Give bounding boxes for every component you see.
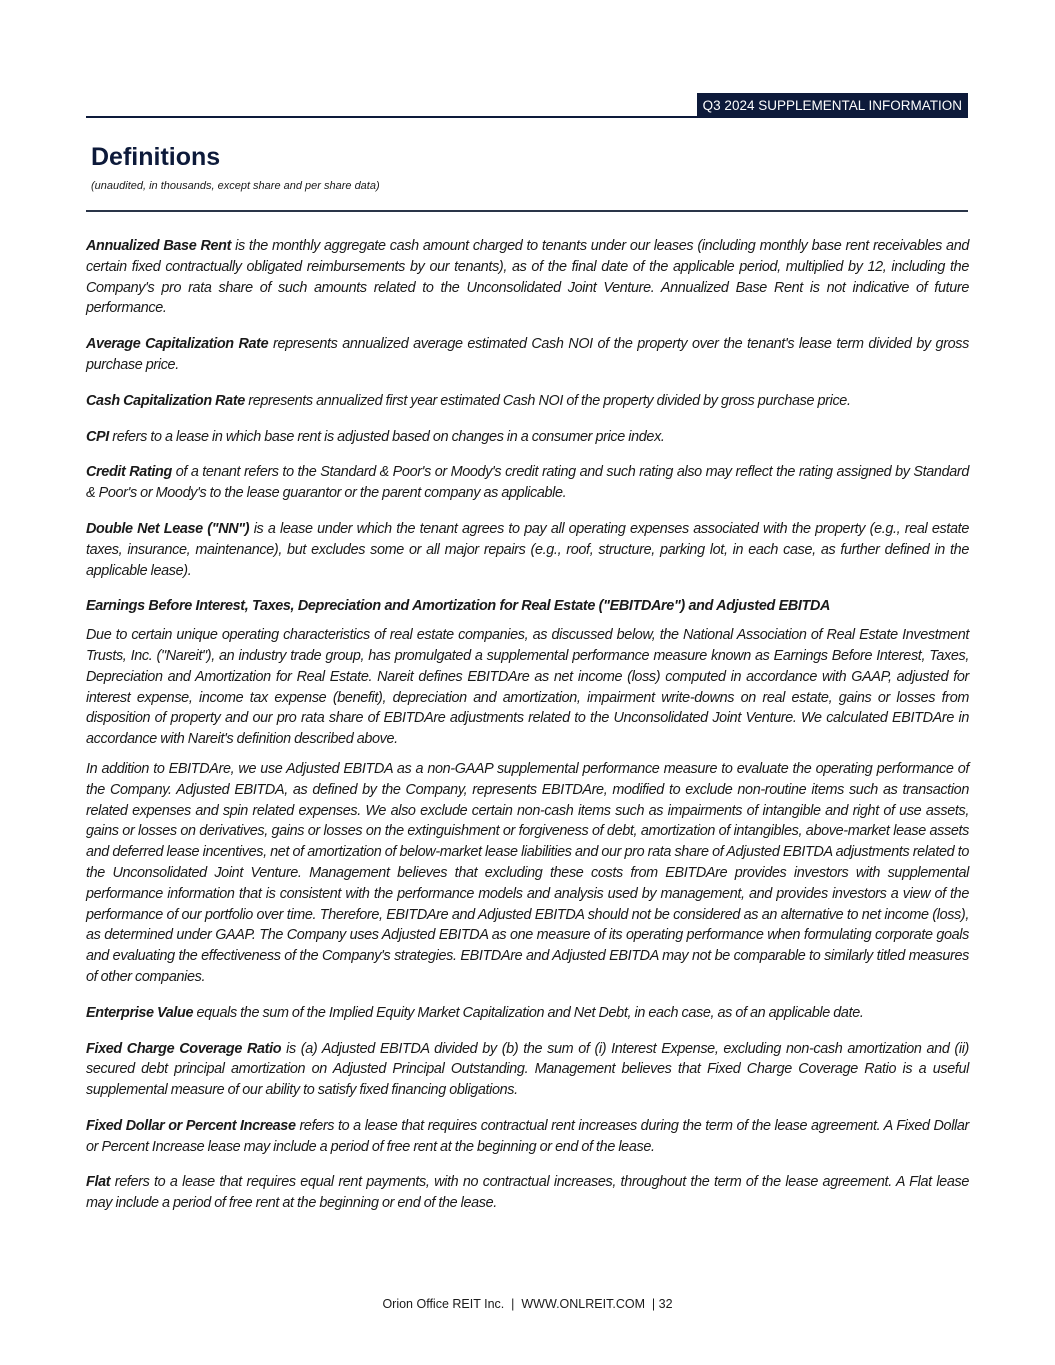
page-subtitle: (unaudited, in thousands, except share and per share data): [91, 180, 380, 192]
definition-credit-rating: [86, 462, 969, 504]
definition-term: Fixed Dollar or Percent Increase: [86, 1117, 296, 1134]
definition-text: is the monthly aggregate cash amount charged to tenants under our leases (including monthly base rent receivables and certain fixed contractually obligated reimbursements by our tenants), as of the final date of the applicable period, multiplied by 12, including the Company's pro rata share of such amounts related to the Unconsolidated Joint Venture. Annualized Base Rent is not indicative of future performance.: [86, 238, 969, 317]
definitions-content: [86, 236, 969, 1229]
page-footer: Orion Office REIT Inc. | WWW.ONLREIT.COM | 32: [382, 1297, 673, 1311]
definition-fixed-charge-coverage: [86, 1039, 969, 1101]
title-rule: [86, 210, 968, 212]
definition-enterprise-value: [86, 1003, 969, 1024]
definition-annualized-base-rent: [86, 236, 969, 319]
definition-term: CPI: [86, 428, 109, 445]
definition-term: Credit Rating: [86, 464, 172, 481]
definition-term: Enterprise Value: [86, 1004, 194, 1021]
ebitda-paragraph: In addition to EBITDAre, we use Adjusted EBITDA as a non-GAAP supplemental performance measure to evaluate the operating performance of the Company. Adjusted EBITDA, as defined by the Company, represents EBITDAre, modified to exclude non-routine items such as transaction related expenses and spin related expenses. We also exclude certain non-cash items such as impairments of intangible and right of use assets, gains or losses on derivatives, gains or losses on the extinguishment or forgiveness of debt, amortization of intangibles, above-market lease assets and deferred lease incentives, net of amortization of below-market lease liabilities and our pro rata share of Adjusted EBITDA adjustments related to the Unconsolidated Joint Venture. Management believes that excluding these costs from EBITDAre provides investors with supplemental performance information that is consistent with the performance models and analysis used by management, and provides investors a view of the performance of our portfolio over time. Therefore, EBITDAre and Adjusted EBITDA should not be considered as an alternative to net income (loss), as determined under GAAP. The Company uses Adjusted EBITDA as one measure of its operating performance when formulating corporate goals and evaluating the effectiveness of the Company's strategies. EBITDAre and Adjusted EBITDA may not be comparable to similarly titled measures of other companies.: [86, 760, 969, 985]
definition-term: Annualized Base Rent: [86, 238, 232, 254]
definition-text: is a lease under which the tenant agrees to pay all operating expenses associated with the property (e.g., real estate taxes, insurance, maintenance), but excludes some or all major repairs (e.g., roof, structure, parking lot, in each case, as further defined in the applicable lease).: [86, 520, 969, 579]
ebitda-heading: Earnings Before Interest, Taxes, Depreciation and Amortization for Real Estate ("EBITDAre") and Adjusted EBITDA: [86, 598, 831, 615]
definition-cpi: [86, 427, 969, 448]
definition-term: Average Capitalization Rate: [86, 336, 269, 353]
page-title: Definitions: [91, 143, 221, 171]
definition-text: represents annualized average estimated Cash NOI of the property over the tenant's lease term divided by gross purchase price.: [86, 336, 970, 373]
definition-text: refers to a lease in which base rent is adjusted based on changes in a consumer price index.: [108, 428, 665, 445]
definition-text: of a tenant refers to the Standard & Poor's or Moody's credit rating and such rating also may reflect the rating assigned by Standard & Poor's or Moody's to the lease guarantor or the parent company as applicable.: [86, 464, 969, 502]
definition-average-cap-rate: [86, 334, 969, 376]
report-badge: Q3 2024 SUPPLEMENTAL INFORMATION: [697, 93, 968, 118]
definition-term: Double Net Lease ("NN"): [86, 520, 250, 537]
definition-term: Flat: [86, 1174, 111, 1191]
definition-flat: [86, 1172, 969, 1214]
definition-text: equals the sum of the Implied Equity Market Capitalization and Net Debt, in each case, as of an applicable date.: [193, 1004, 864, 1021]
definition-fixed-dollar-increase: [86, 1116, 969, 1158]
definition-text: is (a) Adjusted EBITDA divided by (b) the sum of (i) Interest Expense, excluding non-cash amortization and (ii) secured debt principal amortization on Adjusted Principal Outstanding. Management believes that Fixed Charge Coverage Ratio is a useful supplemental measure of our ability to satisfy fixed financing obligations.: [86, 1040, 969, 1099]
definition-cash-cap-rate: [86, 391, 969, 412]
definition-text: refers to a lease that requires contractual rent increases during the term of the lease agreement. A Fixed Dollar or Percent Increase lease may include a period of free rent at the beginning or end of the lease.: [86, 1117, 969, 1155]
definition-text: represents annualized first year estimated Cash NOI of the property divided by gross purchase price.: [244, 392, 851, 409]
definition-double-net-lease: [86, 519, 969, 581]
definition-term: Fixed Charge Coverage Ratio: [86, 1040, 282, 1057]
definition-term: Cash Capitalization Rate: [86, 392, 245, 409]
ebitda-paragraph: Due to certain unique operating characteristics of real estate companies, as discussed below, the National Association of Real Estate Investment Trusts, Inc. ("Nareit"), an industry trade group, has promulgated a supplemental performance measure known as Earnings Before Interest, Taxes, Depreciation and Amortization for Real Estate. Nareit defines EBITDAre as net income (loss) computed in accordance with GAAP, adjusted for interest expense, income tax expense (benefit), depreciation and amortization, impairment write-downs on real estate, gains or losses from disposition of property and our pro rata share of EBITDAre adjustments related to the Unconsolidated Joint Venture. We calculated EBITDAre in accordance with Nareit's definition described above.: [86, 627, 969, 748]
definition-text: refers to a lease that requires equal rent payments, with no contractual increases, throughout the term of the lease agreement. A Flat lease may include a period of free rent at the beginning or end of the lease.: [86, 1174, 969, 1212]
